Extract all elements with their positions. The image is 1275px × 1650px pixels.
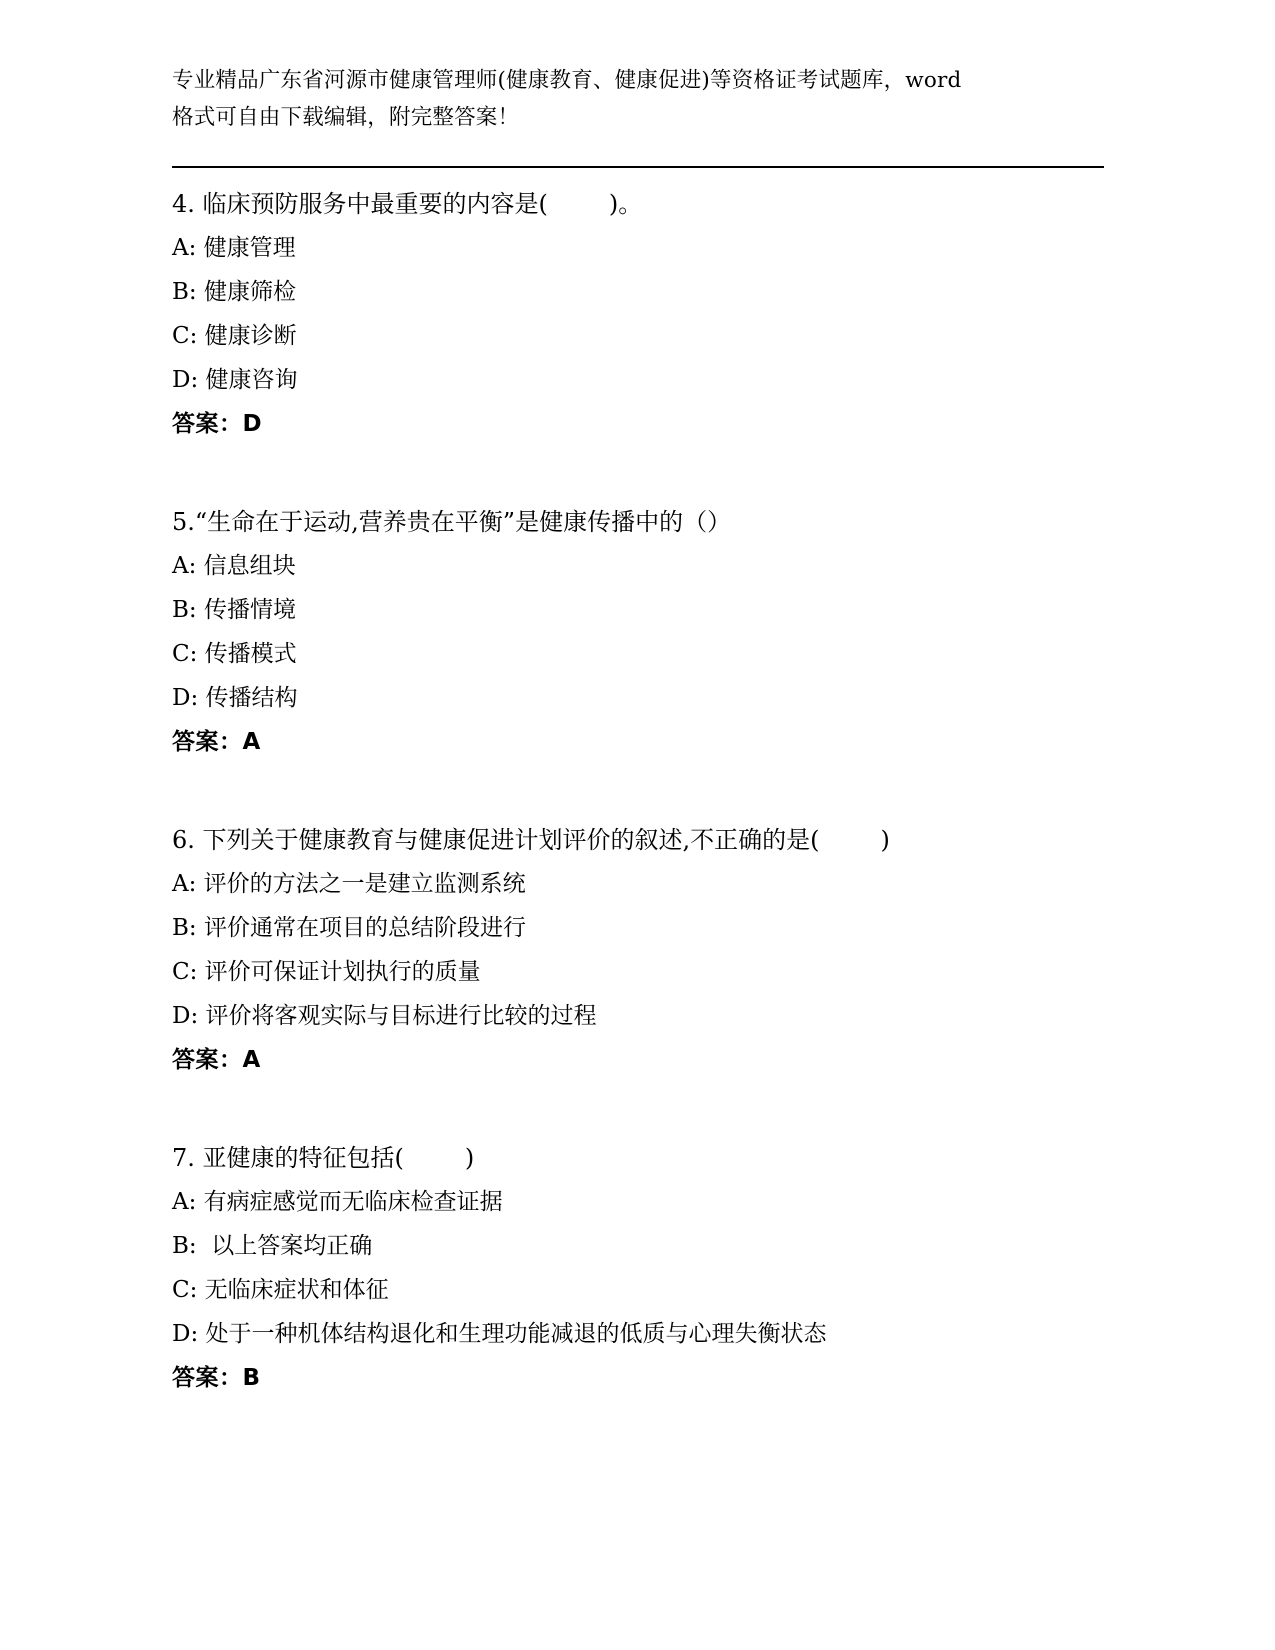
question-block [172, 182, 1132, 446]
question-option: D: 评价将客观实际与目标进行比较的过程 [172, 1003, 597, 1029]
question-stem: 7. 亚健康的特征包括( ) [172, 1144, 475, 1172]
question-option: A: 有病症感觉而无临床检查证据 [172, 1189, 503, 1215]
question-option: C: 无临床症状和体征 [172, 1277, 389, 1303]
question-block [172, 1136, 1132, 1400]
header-divider [172, 166, 1104, 168]
question-block [172, 818, 1132, 1082]
question-option: C: 健康诊断 [172, 323, 297, 349]
document-header [172, 62, 1102, 136]
question-option: B: 评价通常在项目的总结阶段进行 [172, 915, 526, 941]
question-block [172, 500, 1132, 764]
question-option: C: 传播模式 [172, 641, 297, 667]
question-stem: 5.“生命在于运动,营养贵在平衡”是健康传播中的（） [172, 508, 732, 536]
answer-label: 答案： [172, 1046, 243, 1073]
question-option: D: 处于一种机体结构退化和生理功能减退的低质与心理失衡状态 [172, 1321, 827, 1347]
answer-value: A [242, 729, 261, 755]
answer-row [172, 402, 1132, 446]
answer-label: 答案： [172, 728, 243, 755]
answer-value: A [242, 1047, 261, 1073]
answer-value: D [242, 411, 263, 437]
answer-label: 答案： [172, 1364, 243, 1391]
answer-value: B [242, 1365, 261, 1391]
question-option: B: 健康筛检 [172, 279, 296, 305]
answer-row [172, 720, 1132, 764]
question-option: D: 传播结构 [172, 685, 298, 711]
question-option: A: 健康管理 [172, 235, 296, 261]
answer-label: 答案： [172, 410, 243, 437]
question-option: D: 健康咨询 [172, 367, 298, 393]
question-option: B: 传播情境 [172, 597, 296, 623]
question-option: A: 信息组块 [172, 553, 296, 579]
question-option: C: 评价可保证计划执行的质量 [172, 959, 481, 985]
header-line-1: 专业精品广东省河源市健康管理师(健康教育、健康促进)等资格证考试题库，word [172, 68, 962, 93]
question-stem: 4. 临床预防服务中最重要的内容是( )。 [172, 190, 643, 218]
question-stem: 6. 下列关于健康教育与健康促进计划评价的叙述,不正确的是( ) [172, 826, 890, 854]
question-option: A: 评价的方法之一是建立监测系统 [172, 871, 526, 897]
questions-container [172, 182, 1132, 1454]
answer-row [172, 1356, 1132, 1400]
answer-row [172, 1038, 1132, 1082]
question-option: B: 以上答案均正确 [172, 1233, 373, 1259]
header-line-2: 格式可自由下载编辑，附完整答案！ [172, 105, 520, 130]
